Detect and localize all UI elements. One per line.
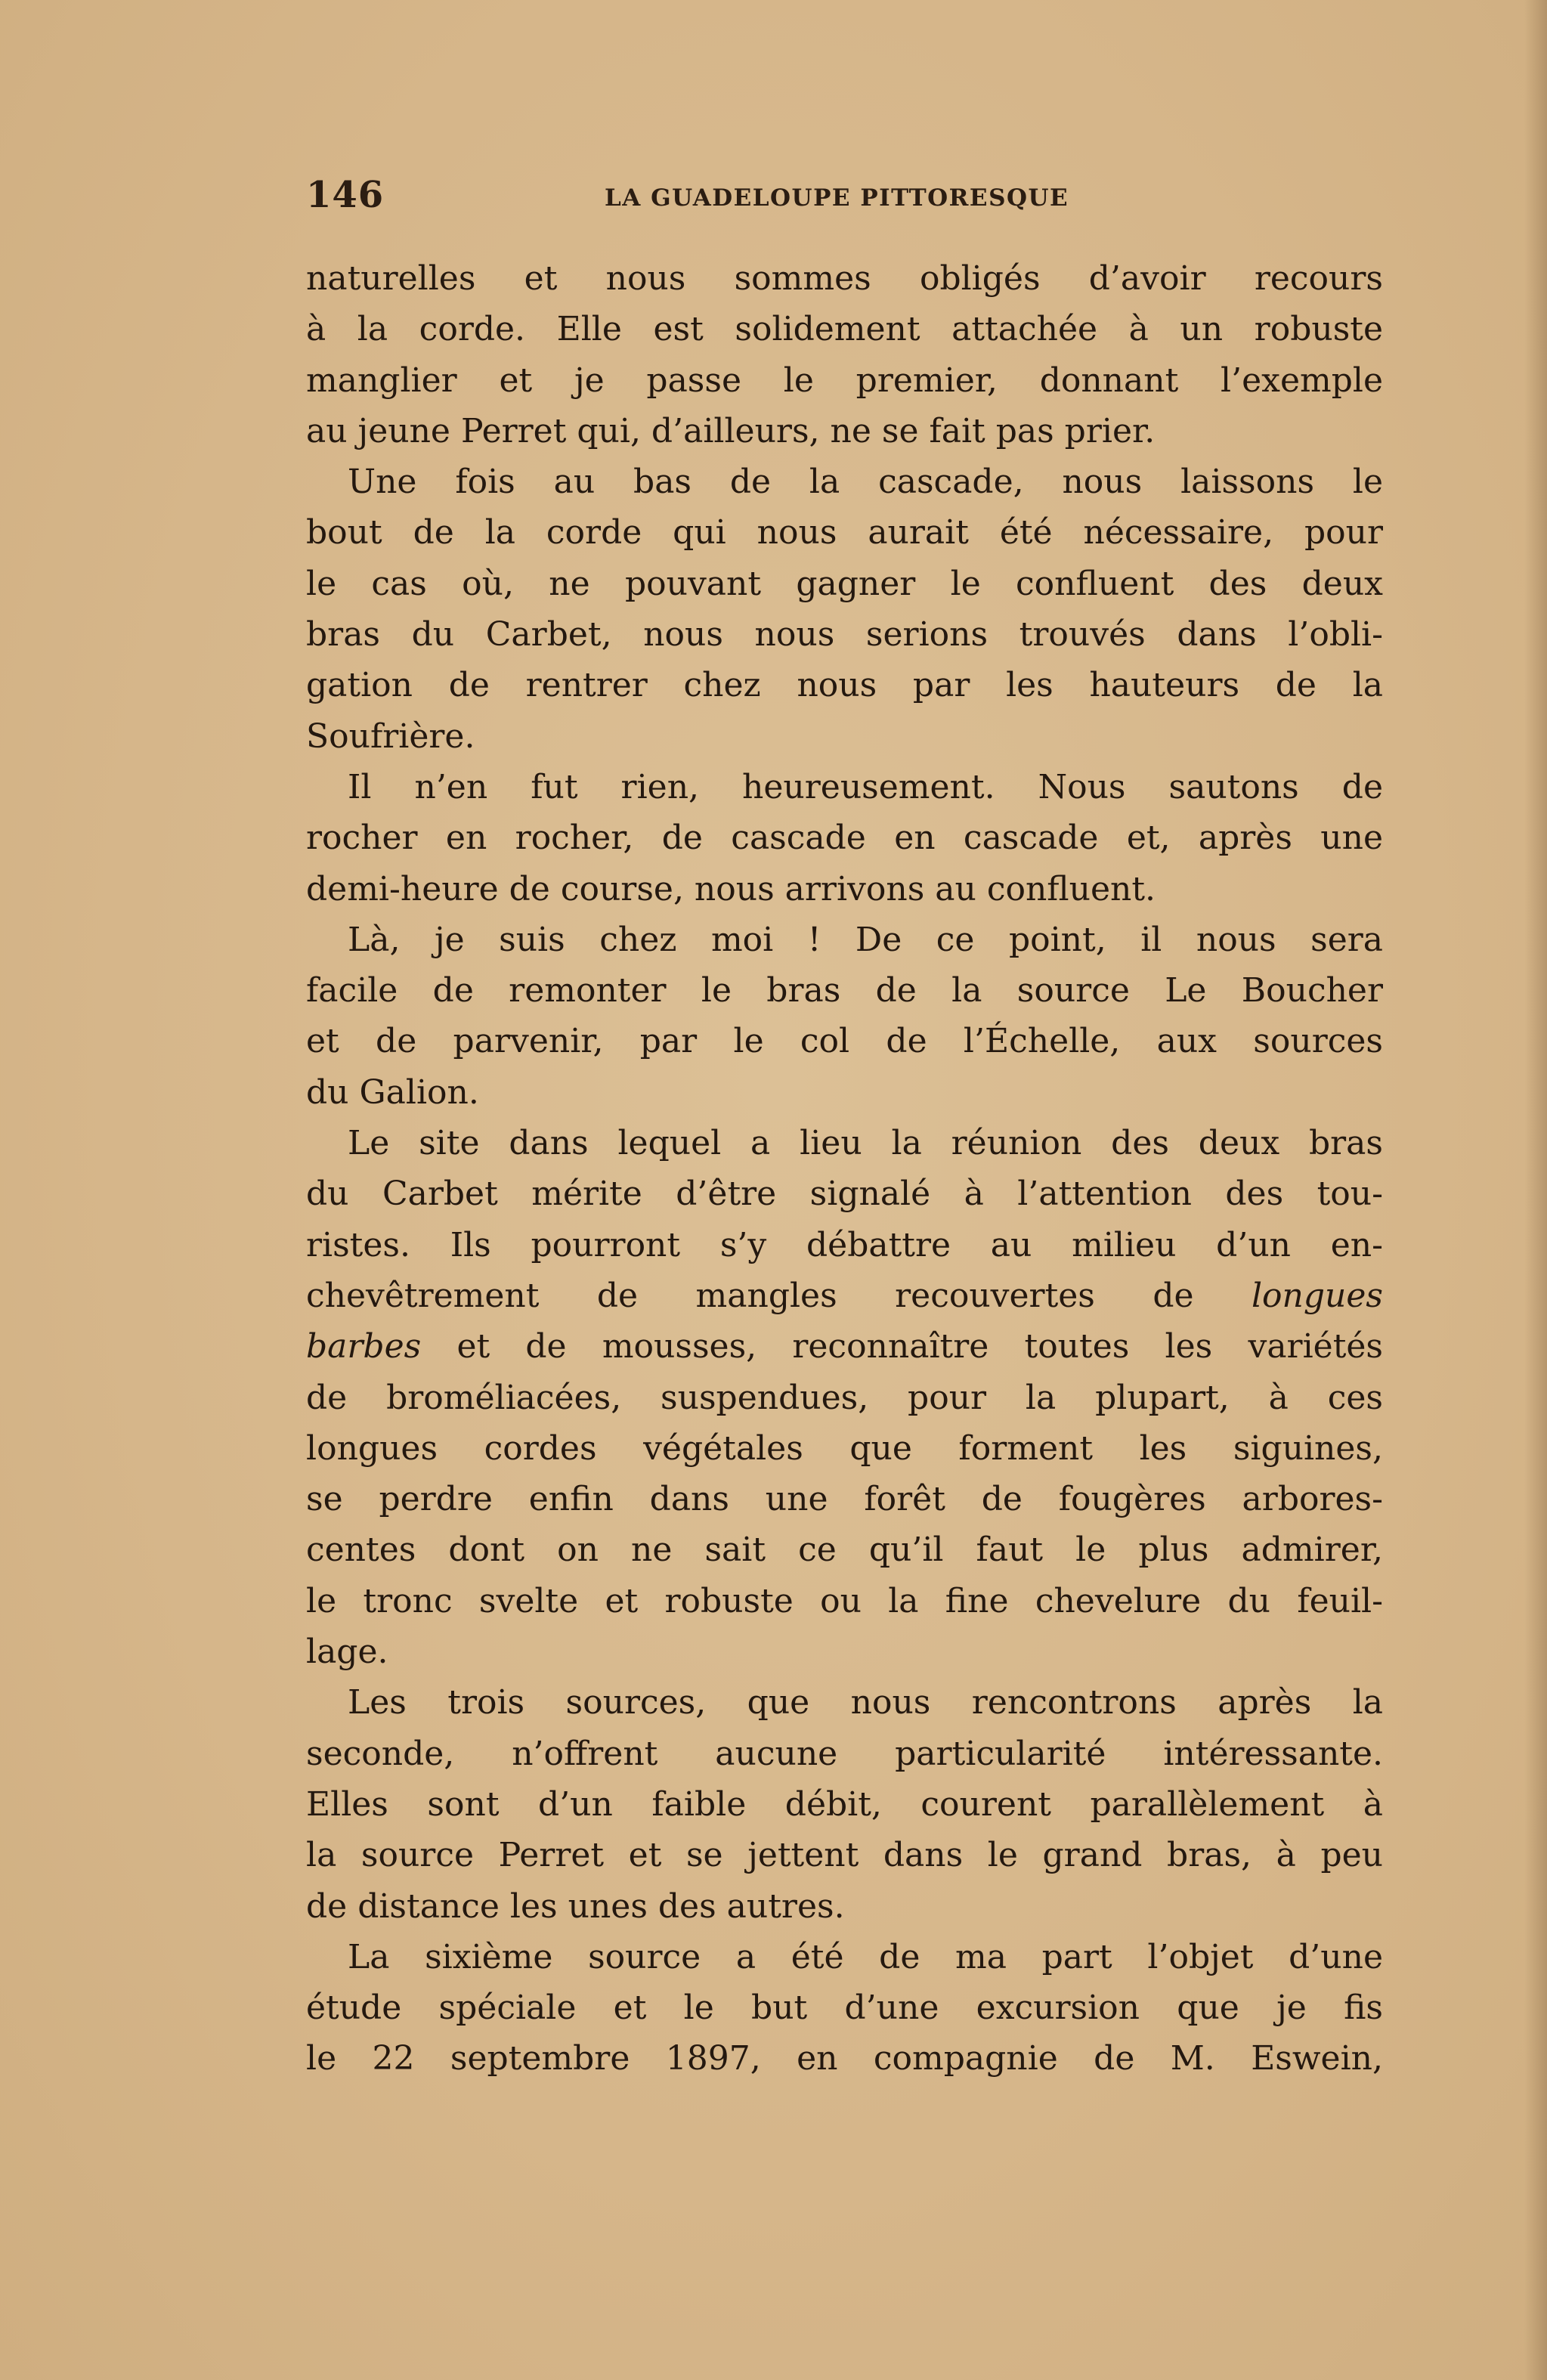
text-line: se perdre enfin dans une forêt de fougères arbores- (306, 1480, 1383, 1519)
text-line: demi-heure de course, nous arrivons au confluent. (306, 869, 1156, 908)
text-line: Soufrière. (306, 716, 475, 756)
text-line: le 22 septembre 1897, en compagnie de M. Eswein, (306, 2039, 1383, 2078)
text-line: de distance les unes des autres. (306, 1886, 845, 1926)
text-line: à la corde. Elle est solidement attachée à un robuste (306, 310, 1383, 349)
text-line: au jeune Perret qui, d’ailleurs, ne se fait pas prier. (306, 411, 1156, 450)
text-line: facile de remonter le bras de la source Le Boucher (306, 971, 1383, 1010)
text-line: Une fois au bas de la cascade, nous laissons le (348, 463, 1383, 502)
text-line: et de parvenir, par le col de l’Échelle, aux sources (306, 1022, 1383, 1061)
text-line: Les trois sources, que nous rencontrons après la (348, 1683, 1383, 1722)
text-line: étude spéciale et le but d’une excursion que je fis (306, 1988, 1383, 2028)
text-line: bout de la corde qui nous aurait été nécessaire, pour (306, 513, 1383, 552)
text-line: seconde, n’offrent aucune particularité intéressante. (306, 1734, 1383, 1773)
text-line: Le site dans lequel a lieu la réunion des deux bras (348, 1124, 1383, 1163)
text-line: La sixième source a été de ma part l’objet d’une (348, 1937, 1383, 1976)
text-line: ristes. Ils pourront s’y débattre au milieu d’un en- (306, 1225, 1383, 1264)
text-line: Là, je suis chez moi ! De ce point, il nous sera (348, 920, 1383, 959)
text-line: le tronc svelte et robuste ou la fine chevelure du feuil- (306, 1581, 1383, 1620)
italic-word: barbes (306, 1327, 422, 1366)
text-line: barbes et de mousses, reconnaître toutes les variétés (306, 1327, 1383, 1366)
text-line: Elles sont d’un faible débit, courent parallèlement à (306, 1784, 1383, 1824)
text-line: gation de rentrer chez nous par les hauteurs de la (306, 666, 1383, 705)
text-line: de broméliacées, suspendues, pour la plupart, à ces (306, 1378, 1383, 1417)
page-header (306, 174, 1103, 227)
text-line: le cas où, ne pouvant gagner le confluent des deux (306, 564, 1383, 603)
italic-word: longues (1251, 1276, 1383, 1315)
text-line: chevêtrement de mangles recouvertes de longues (306, 1276, 1383, 1315)
text-line: la source Perret et se jettent dans le grand bras, à peu (306, 1836, 1383, 1875)
text-line: centes dont on ne sait ce qu’il faut le plus admirer, (306, 1530, 1383, 1570)
text-line: rocher en rocher, de cascade en cascade et, après une (306, 819, 1383, 858)
page-edge-shadow (1524, 0, 1547, 2380)
body-text (306, 253, 1383, 2084)
text-line: naturelles et nous sommes obligés d’avoir recours (306, 259, 1383, 298)
text-line: du Galion. (306, 1072, 479, 1112)
text-line: longues cordes végétales que forment les siguines, (306, 1428, 1383, 1468)
text-line: lage. (306, 1633, 388, 1672)
page-number: 146 (306, 174, 385, 216)
text-line: Il n’en fut rien, heureusement. Nous sautons de (348, 767, 1383, 806)
text-line: du Carbet mérite d’être signalé à l’attention des tou- (306, 1175, 1383, 1214)
text-line: manglier et je passe le premier, donnant l’exemple (306, 361, 1383, 400)
running-title: LA GUADELOUPE PITTORESQUE (605, 184, 1069, 212)
text-line: bras du Carbet, nous nous serions trouvés dans l’obli- (306, 615, 1383, 655)
